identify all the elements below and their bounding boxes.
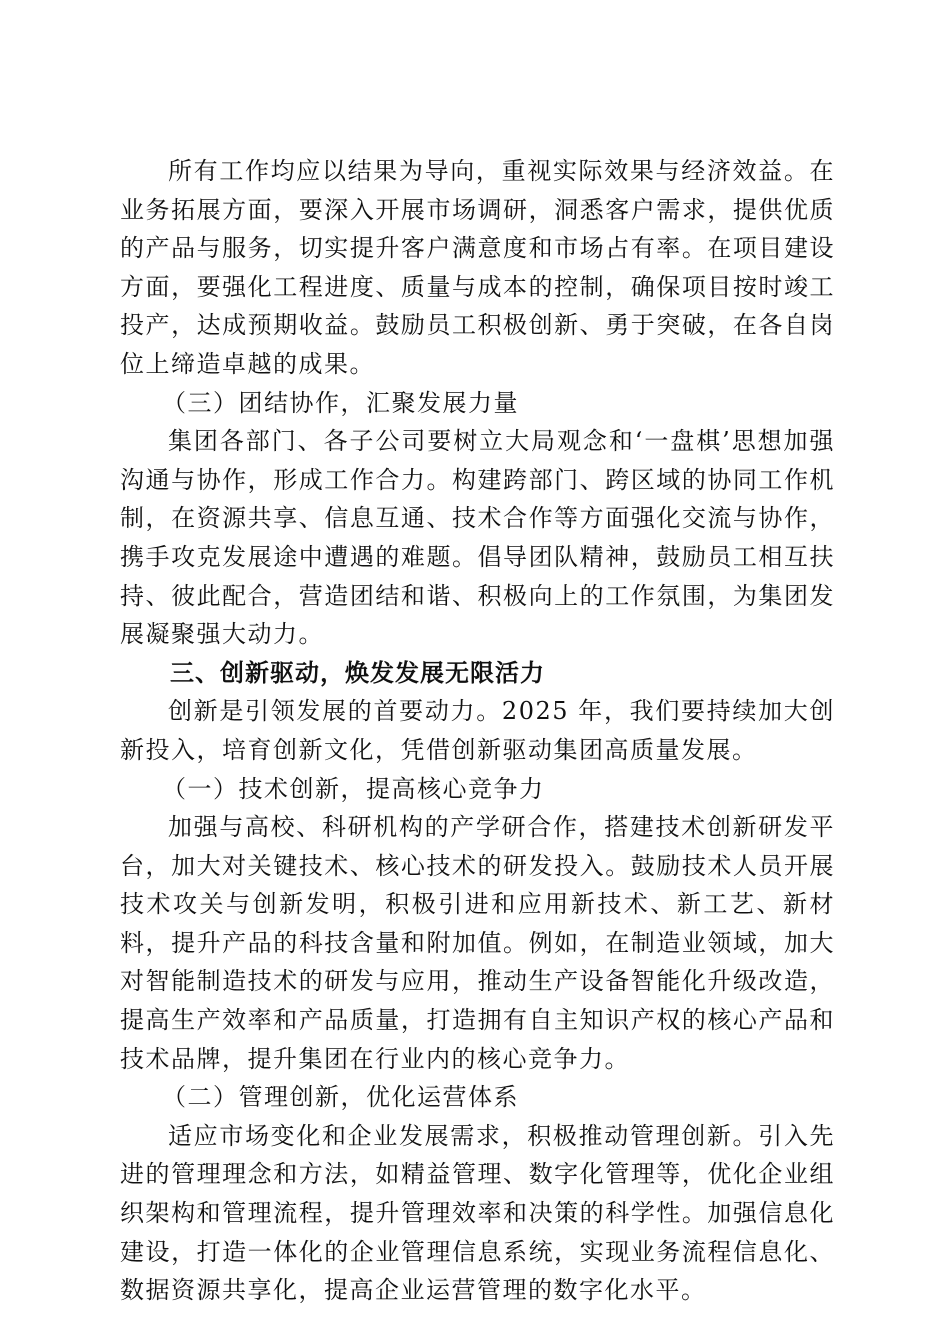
paragraph-innovation-intro: 创新是引领发展的首要动力。2025 年，我们要持续加大创新投入，培育创新文化，凭借创新驱动集团高质量发展。 xyxy=(120,697,835,764)
subheading-management-innovation: （二）管理创新，优化运营体系 xyxy=(162,1083,519,1112)
paragraph-tech-innovation: 加强与高校、科研机构的产学研合作，搭建技术创新研发平台，加大对关键技术、核心技术的研发投入。鼓励技术人员开展技术攻关与创新发明，积极引进和应用新技术、新工艺、新材料，提升产品的科技含量和附加值。例如，在制造业领域，加大对智能制造技术的研发与应用，推动生产设备智能化升级改造，提高生产效率和产品质量，打造拥有自主知识产权的核心产品和技术品牌，提升集团在行业内的核心竞争力。 xyxy=(120,813,835,1073)
paragraph-teamwork: 集团各部门、各子公司要树立大局观念和‘一盘棋’思想加强沟通与协作，形成工作合力。构建跨部门、跨区域的协同工作机制，在资源共享、信息互通、技术合作等方面强化交流与协作，携手攻克发展途中遭遇的难题。倡导团队精神，鼓励员工相互扶持、彼此配合，营造团结和谐、积极向上的工作氛围，为集团发展凝聚强大动力。 xyxy=(120,427,835,649)
document-body xyxy=(120,152,835,1310)
subheading-teamwork: （三）团结协作，汇聚发展力量 xyxy=(162,388,519,417)
subheading-tech-innovation: （一）技术创新，提高核心竞争力 xyxy=(162,774,545,803)
section-heading-innovation: 三、创新驱动，焕发发展无限活力 xyxy=(170,658,545,687)
paragraph-management-innovation: 适应市场变化和企业发展需求，积极推动管理创新。引入先进的管理理念和方法，如精益管理、数字化管理等，优化企业组织架构和管理流程，提升管理效率和决策的科学性。加强信息化建设，打造一体化的企业管理信息系统，实现业务流程信息化、数据资源共享化，提高企业运营管理的数字化水平。 xyxy=(120,1121,835,1305)
paragraph-results-orientation: 所有工作均应以结果为导向，重视实际效果与经济效益。在业务拓展方面，要深入开展市场调研，洞悉客户需求，提供优质的产品与服务，切实提升客户满意度和市场占有率。在项目建设方面，要强化工程进度、质量与成本的控制，确保项目按时竣工投产，达成预期收益。鼓励员工积极创新、勇于突破，在各自岗位上缔造卓越的成果。 xyxy=(120,157,835,378)
